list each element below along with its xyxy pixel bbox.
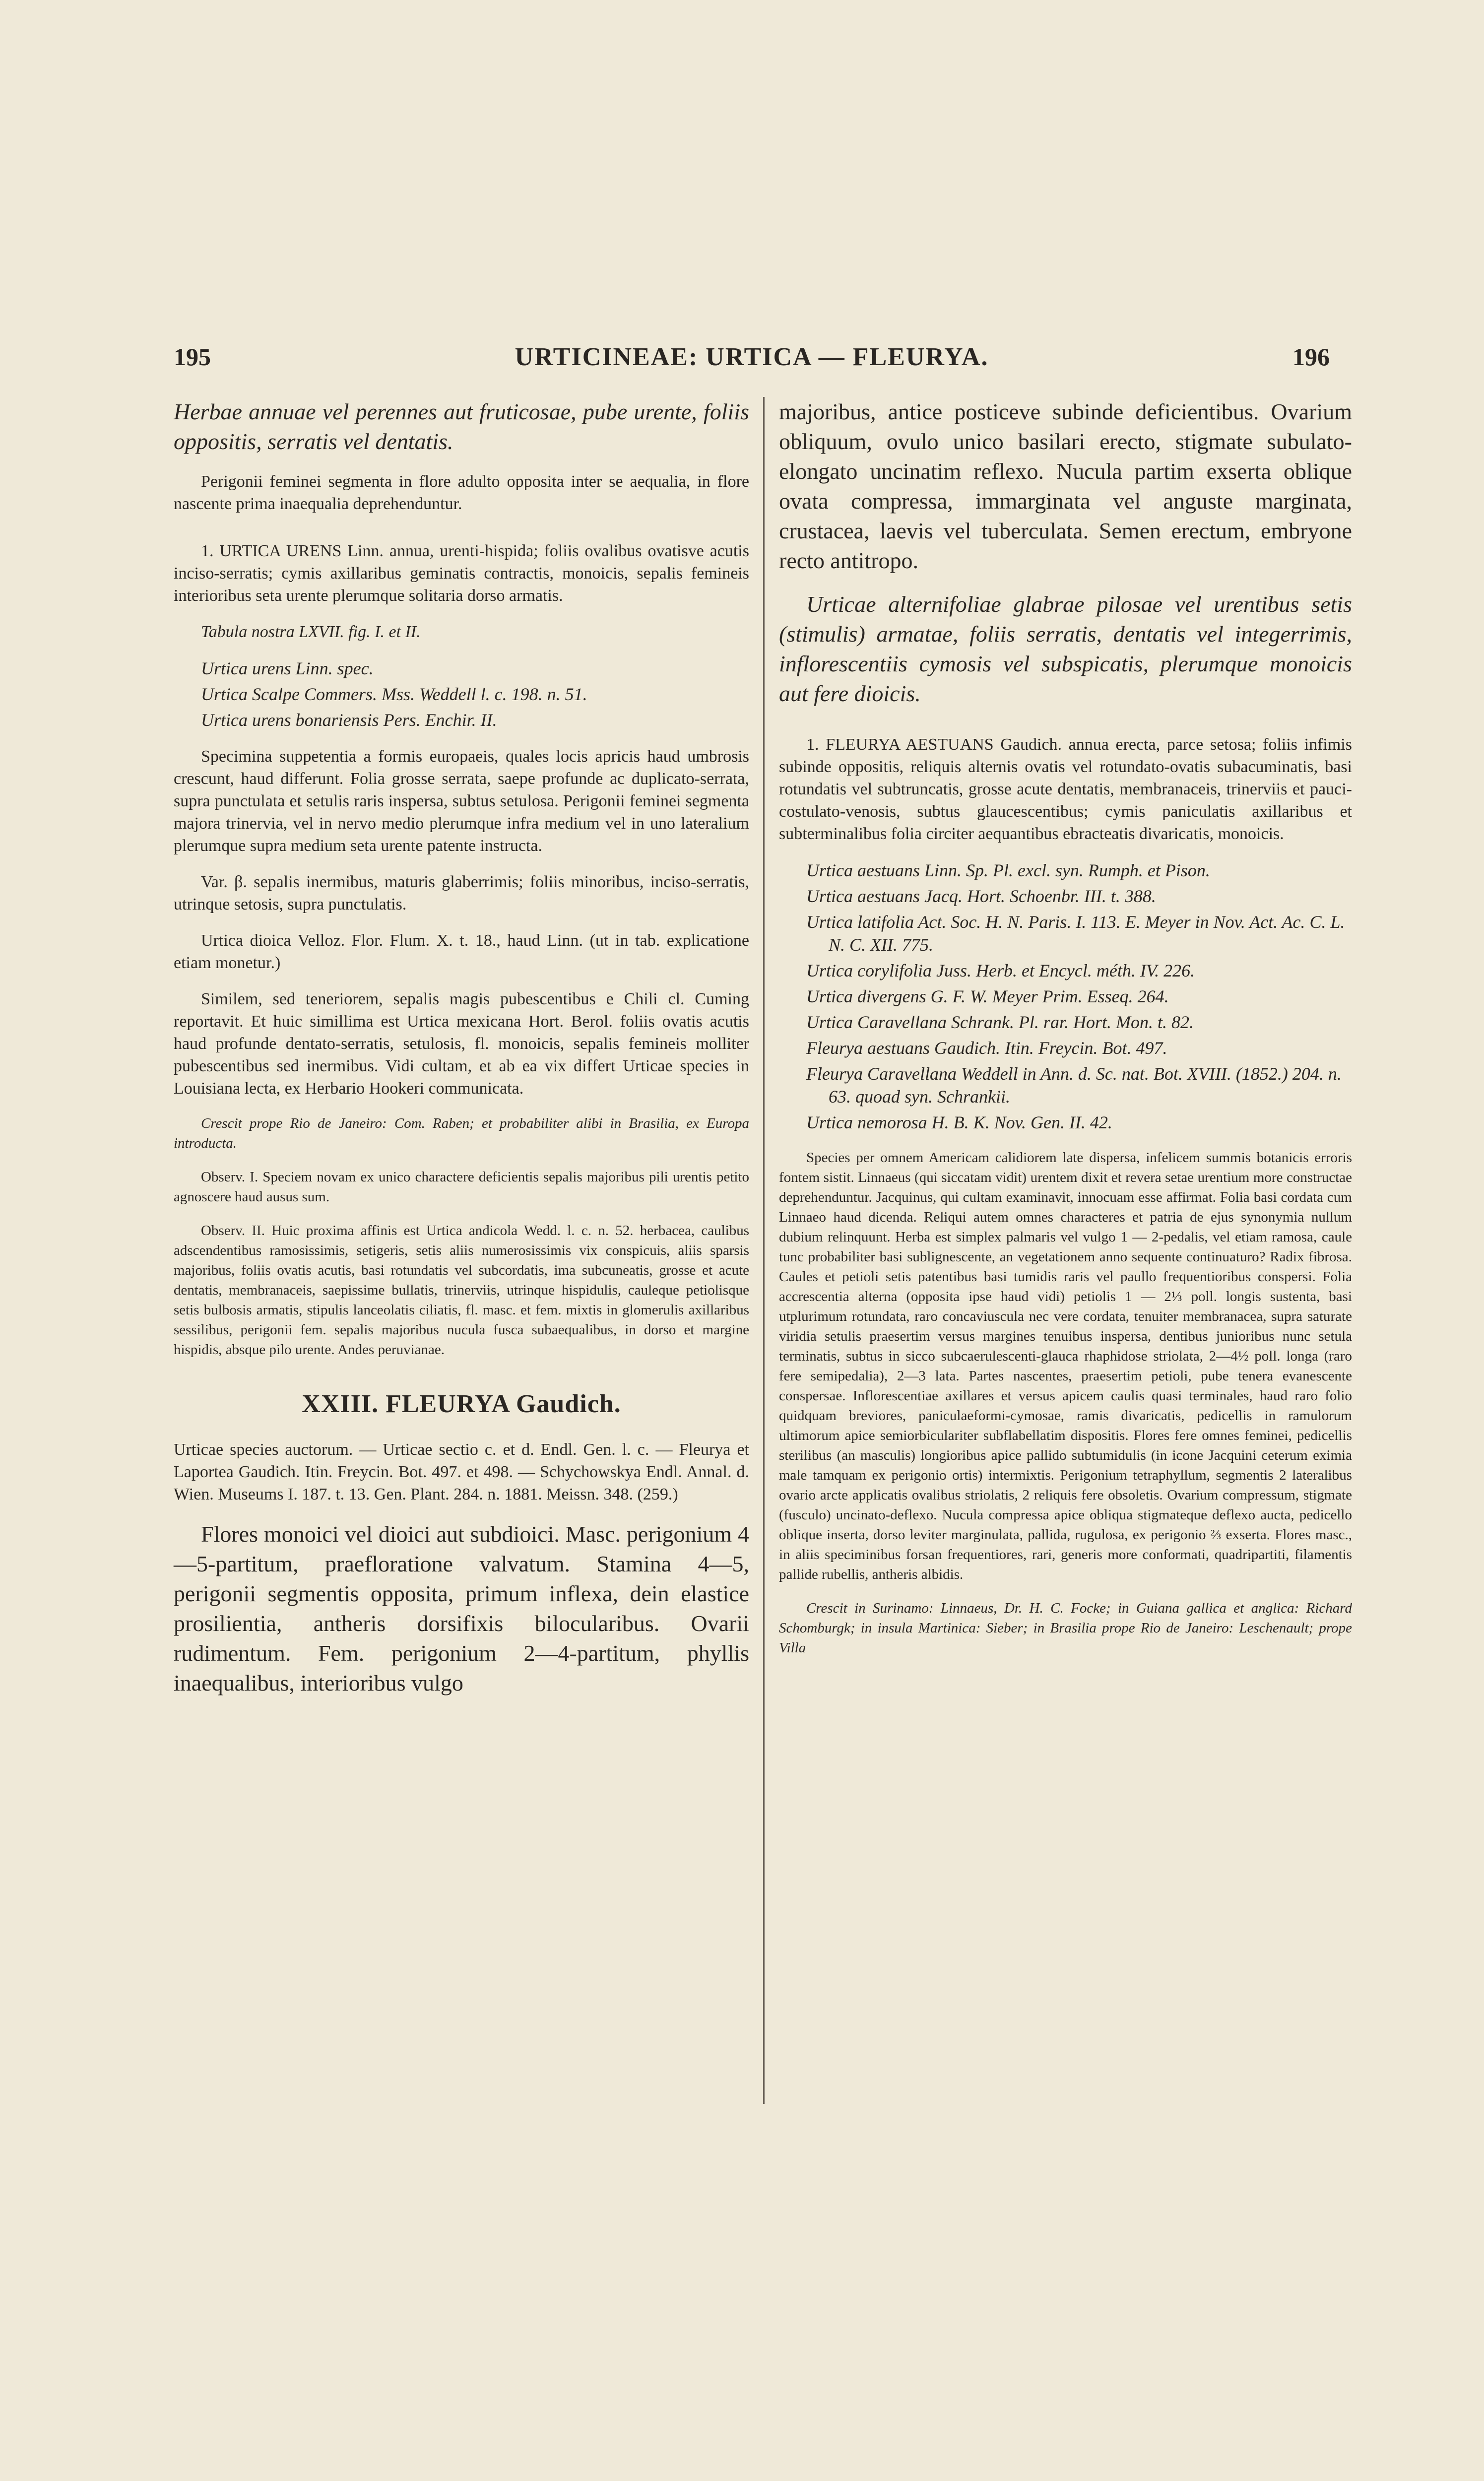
left-column [174, 397, 749, 1712]
left-page-number: 195 [174, 343, 211, 371]
synonym: Urtica urens bonariensis Pers. Enchir. II. [201, 710, 497, 730]
synonym-list [779, 859, 1352, 1134]
synonym: Urtica aestuans Linn. Sp. Pl. excl. syn. Rumph. et Pison. [806, 860, 1210, 880]
genus-synonymy: Urticae species auctorum. — Urticae sectio c. et d. Endl. Gen. l. c. — Fleurya et Laportea Gaudich. Itin. Freycin. Bot. 497. et 498. — Schychowskya Endl. Annal. d. Wien. Museums I. 187. t. 13. Gen. Plant. 284. n. 1881. Meissn. 348. (259.) [174, 1440, 749, 1503]
synonym: Fleurya Caravellana Weddell in Ann. d. Sc. nat. Bot. XVIII. (1852.) 204. n. 63. quoad syn. Schrankii. [806, 1064, 1342, 1107]
right-page-number: 196 [1292, 343, 1330, 371]
crescit-habitat: Crescit in Surinamo: Linnaeus, Dr. H. C. Focke; in Guiana gallica et anglica: Richard Schomburgk; in insula Martinica: Sieber; in Brasilia prope Rio de Janeiro: Leschenault; prope Villa [779, 1600, 1352, 1656]
specimina-text: Specimina suppetentia a formis europaeis, quales locis apricis haud umbrosis crescunt, haud differunt. Folia grosse serrata, saepe profunde ac duplicato-serrata, supra punctulata et setulis raris inspersa, subtus setulosa. Perigonii feminei segmenta majora trinervia, vel in nervo medio plerumque infra medium vel in uno lateralium plerumque supra medium seta urente patente instructa. [174, 747, 749, 855]
synonym: Fleurya aestuans Gaudich. Itin. Freycin. Bot. 497. [806, 1038, 1167, 1058]
synonym-list [174, 657, 749, 731]
species-discussion: Species per omnem Americam calidiorem late dispersa, infelicem summis botanicis erroris fontem sistit. Linnaeus (qui siccatam vidit) urentem dixit et revera setae urentium more constructae deprehenduntur. Jacquinus, qui cultam examinavit, innocuam esse affirmat. Folia basi cordata cum Linnaeo haud dicenda. Reliqui autem omnes characteres et patria de ejus synonymia nullum dubium relinquunt. Herba est simplex palmaris vel vulgo 1 — 2-pedalis, vel etiam ramosa, caule tunc probabiliter basi sublignescente, an vegetationem anno sequente continuaturo? Radix fibrosa. Caules et petioli setis patentibus basi tumidis raris vel paullo frequentioribus conspersi. Folia accrescentia alterna (opposita ipse haud vidi) petiolis 1 — 2⅓ poll. longis sustenta, basi utplurimum rotundata, raro concaviuscula nec vere cordata, tenuiter membranacea, supra saturate viridia setulis praesertim versus margines tenuibus inspersa, dentibus junioribus nunc setula terminatis, subtus in sicco subcaerulescenti-glauca rhaphidose striolata, 2—4½ poll. longa (raro fere semipedalia), 2—3 lata. Partes nascentes, praesertim petioli, pube tenera evanescente conspersae. Inflorescentiae axillares et versus apicem caulis quasi terminales, haud raro folio quidquam breviores, paniculaeformi-cymosae, ramis divaricatis, pedicellis in ramulorum ultimorum apice semiorbiculariter subflabellatim dispositis. Flores fere omnes feminei, pedicellis sterilibus (an masculis) longioribus apice pallido subtumidulis (in icone Jacquini ceterum eximia male tamquam ex perigonio ortis) intermixtis. Perigonium tetraphyllum, segmentis 2 lateralibus ovario arcte applicatis ovalibus striolatis, 2 reliquis fere obsoletis. Ovarium compressum, stigmate (fusculo) uncinato-deflexo. Nucula compressa apice obliqua stigmateque deflexo aucta, pedicello oblique inserta, dorso leviter marginulata, pallida, rugulosa, ex perigonio ⅔ exserta. Flores masc., in aliis speciminibus forsan frequentiores, rari, generis more conformati, quadripartiti, filamentis pallide rubellis, antheris albidis. [779, 1150, 1352, 1582]
similem-text: Similem, sed teneriorem, sepalis magis pubescentibus e Chili cl. Cuming reportavit. Et huic simillima est Urtica mexicana Hort. Berol. foliis ovatis acutis haud profunde dentato-serratis, setulosis, fl. monoicis, sepalis femineis molliter pubescentibus sed inermibus. Vidi cultam, et ab ea vix differt Urticae species in Louisiana lecta, ex Herbario Hookeri communicata. [174, 990, 749, 1098]
section-intro: Herbae annuae vel perennes aut fruticosae, pube urente, foliis oppositis, serratis vel dentatis. [174, 399, 749, 454]
synonym: Urtica Caravellana Schrank. Pl. rar. Hort. Mon. t. 82. [806, 1012, 1194, 1032]
genus-intro: Urticae alternifoliae glabrae pilosae vel urentibus setis (stimulis) armatae, foliis serratis, dentatis vel integerrimis, inflorescentiis cymosis vel subspicatis, plerumque monoicis aut fere dioicis. [779, 591, 1352, 706]
synonym: Urtica corylifolia Juss. Herb. et Encycl. méth. IV. 226. [806, 961, 1195, 980]
observation-1: Observ. I. Speciem novam ex unico charactere deficientis sepalis majoribus pili urentis petito agnoscere haud ausus sum. [174, 1169, 749, 1205]
perigonii-note: Perigonii feminei segmenta in flore adulto opposita inter se aequalia, in flore nascente prima inaequalia deprehenduntur. [174, 472, 749, 513]
synonym: Urtica Scalpe Commers. Mss. Weddell l. c. 198. n. 51. [201, 684, 587, 704]
observation-2: Observ. II. Huic proxima affinis est Urtica andicola Wedd. l. c. n. 52. herbacea, caulibus adscendentibus ramosissimis, setigeris, setis aliis numerosissimis vix conspicuis, aliis sparsis majoribus, foliis ovatis acutis, basi rotundatis vel subcordatis, ima subcuneatis, grosse et acute dentatis, membranaceis, saepissime bullatis, trinerviis, utrinque hispidulis, cauleque petiolisque setis bulbosis armatis, stipulis lanceolatis ciliatis, fl. masc. et fem. mixtis in glomerulis axillaribus sessilibus, perigonii fem. sepalis majoribus nucula fusca subaequalibus, in dorso et margine hispidis, absque pilo urente. Andes peruvianae. [174, 1223, 749, 1358]
crescit-habitat: Crescit prope Rio de Janeiro: Com. Raben; et probabiliter alibi in Brasilia, ex Europa introducta. [174, 1115, 749, 1151]
running-title: URTICINEAE: URTICA — FLEURYA. [515, 343, 989, 371]
synonym: Urtica divergens G. F. W. Meyer Prim. Esseq. 264. [806, 986, 1169, 1006]
synonym: Urtica latifolia Act. Soc. H. N. Paris. I. 113. E. Meyer in Nov. Act. Ac. C. L. N. C. XII. 775. [806, 912, 1345, 955]
right-column [779, 397, 1352, 1672]
tabula-ref: Tabula nostra LXVII. fig. I. et II. [201, 623, 421, 641]
genus-description-cont: majoribus, antice posticeve subinde deficientibus. Ovarium obliquum, ovulo unico basilari erecto, stigmate subulato-elongato uncinatim reflexo. Nucula partim exserta oblique ovata compressa, immarginata vel anguste marginata, crustacea, laevis vel tuberculata. Semen erectum, embryone recto antitropo. [779, 399, 1352, 573]
synonym: Urtica urens Linn. spec. [201, 658, 374, 678]
urtica-urens-diagnosis: 1. URTICA URENS Linn. annua, urenti-hispida; foliis ovalibus ovatisve acutis inciso-serratis; cymis axillaribus geminatis contractis, monoicis, sepalis femineis interioribus seta urente plerumque solitaria dorso armatis. [174, 542, 749, 605]
dioica-syn: Urtica dioica Velloz. Flor. Flum. X. t. 18., haud Linn. (ut in tab. explicatione etiam monetur.) [174, 931, 749, 972]
genus-heading: XXIII. FLEURYA Gaudich. [302, 1390, 621, 1418]
fleurya-aestuans-diagnosis: 1. FLEURYA AESTUANS Gaudich. annua erecta, parce setosa; foliis infimis subinde oppositis, reliquis alternis ovatis vel rotundato-ovatis subacuminatis, basi rotundatis vel subtruncatis, grosse acute dentatis, membranaceis, trinerviis et pauci-costulato-venosis, subtus glaucescentibus; cymis paniculatis axillaribus et subterminalibus folia circiter aequantibus ebracteatis divaricatis, monoicis. [779, 735, 1352, 843]
var-beta: Var. β. sepalis inermibus, maturis glaberrimis; foliis minoribus, inciso-serratis, utrinque setosis, supra punctulatis. [174, 873, 749, 914]
genus-description: Flores monoici vel dioici aut subdioici. Masc. perigonium 4—5-partitum, praefloratione valvatum. Stamina 4—5, perigonii segmentis opposita, primum inflexa, dein elastice prosilientia, antheris dorsifixis bilocularibus. Ovarii rudimentum. Fem. perigonium 2—4-partitum, phyllis inaequalibus, interioribus vulgo [174, 1521, 749, 1696]
synonym: Urtica nemorosa H. B. K. Nov. Gen. II. 42. [806, 1112, 1112, 1132]
synonym: Urtica aestuans Jacq. Hort. Schoenbr. III. t. 388. [806, 886, 1156, 906]
column-divider [763, 397, 765, 2104]
page-header [174, 342, 1330, 387]
